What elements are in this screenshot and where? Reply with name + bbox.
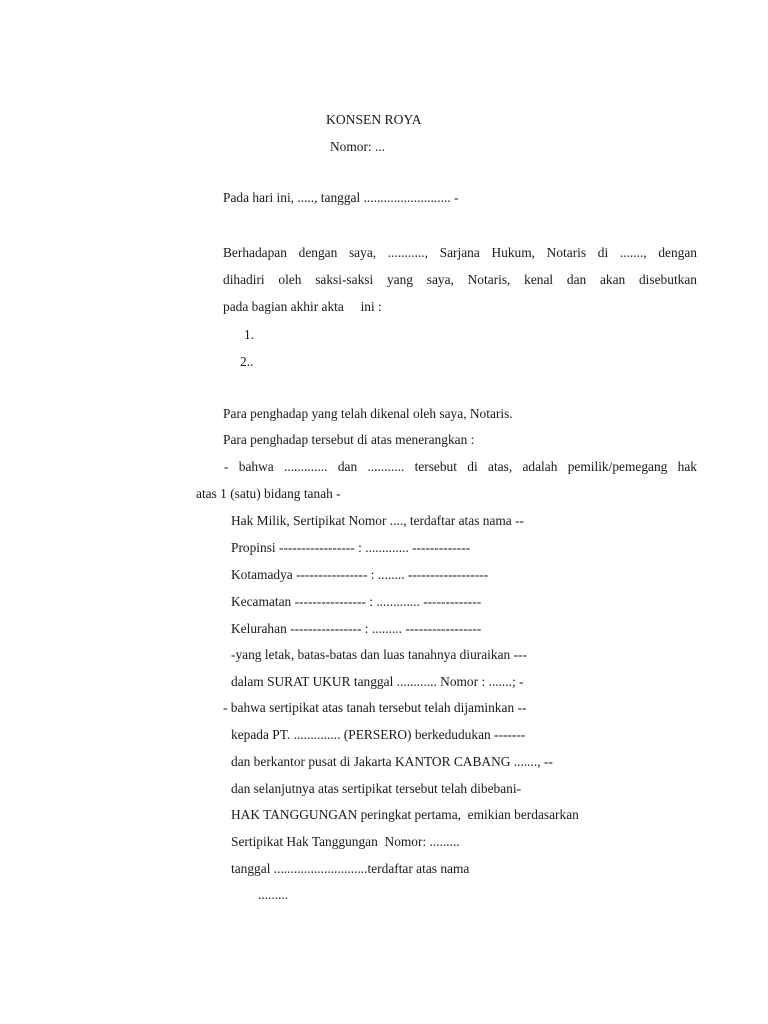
para2-line3: - bahwa ............. dan ........... tersebut di atas, adalah pemilik/pemegang hak (224, 459, 697, 474)
detail-kotamadya: Kotamadya ---------------- : ........ ------------------ (231, 567, 489, 582)
detail-kelurahan: Kelurahan ---------------- : ......... ----------------- (231, 621, 482, 636)
list-item-2: 2.. (240, 354, 254, 369)
para3-line1: - bahwa sertipikat atas tanah tersebut telah dijaminkan -- (223, 700, 527, 715)
para1-line3: dihadiri oleh saksi-saksi yang saya, Notaris, kenal dan akan disebutkan (223, 272, 697, 287)
para3-line6: Sertipikat Hak Tanggungan Nomor: ......... (231, 834, 460, 849)
para3-line2: kepada PT. .............. (PERSERO) berkedudukan ------- (231, 727, 526, 742)
detail-propinsi: Propinsi ----------------- : ............. ------------- (231, 540, 471, 555)
para1-line2: Berhadapan dengan saya, ..........., Sarjana Hukum, Notaris di ......., dengan (223, 245, 697, 260)
para3-line7: tanggal ............................terdaftar atas nama (231, 861, 470, 876)
para3-line4: dan selanjutnya atas sertipikat tersebut telah dibebani- (231, 781, 522, 796)
para2-line4: atas 1 (satu) bidang tanah - (196, 486, 341, 501)
para3-line5: HAK TANGGUNGAN peringkat pertama, emikian berdasarkan (231, 807, 579, 822)
para1-line4: pada bagian akhir akta ini : (223, 299, 382, 314)
para3-line3: dan berkantor pusat di Jakarta KANTOR CABANG ......., -- (231, 754, 553, 769)
list-item-1: 1. (244, 327, 255, 342)
para3-line8: ......... (258, 887, 289, 902)
para2-line2: Para penghadap tersebut di atas menerangkan : (223, 432, 475, 447)
para1-line1: Pada hari ini, ....., tanggal .......................... - (223, 190, 459, 205)
detail-letak: -yang letak, batas-batas dan luas tanahnya diuraikan --- (231, 647, 527, 662)
detail-surat-ukur: dalam SURAT UKUR tanggal ............ Nomor : .......; - (231, 674, 524, 689)
document-title: KONSEN ROYA (326, 112, 422, 127)
document-number: Nomor: ... (330, 139, 386, 154)
detail-kecamatan: Kecamatan ---------------- : ............. ------------- (231, 594, 482, 609)
detail-hak-milik: Hak Milik, Sertipikat Nomor ...., terdaftar atas nama -- (231, 513, 525, 528)
para2-line1: Para penghadap yang telah dikenal oleh saya, Notaris. (223, 406, 513, 421)
